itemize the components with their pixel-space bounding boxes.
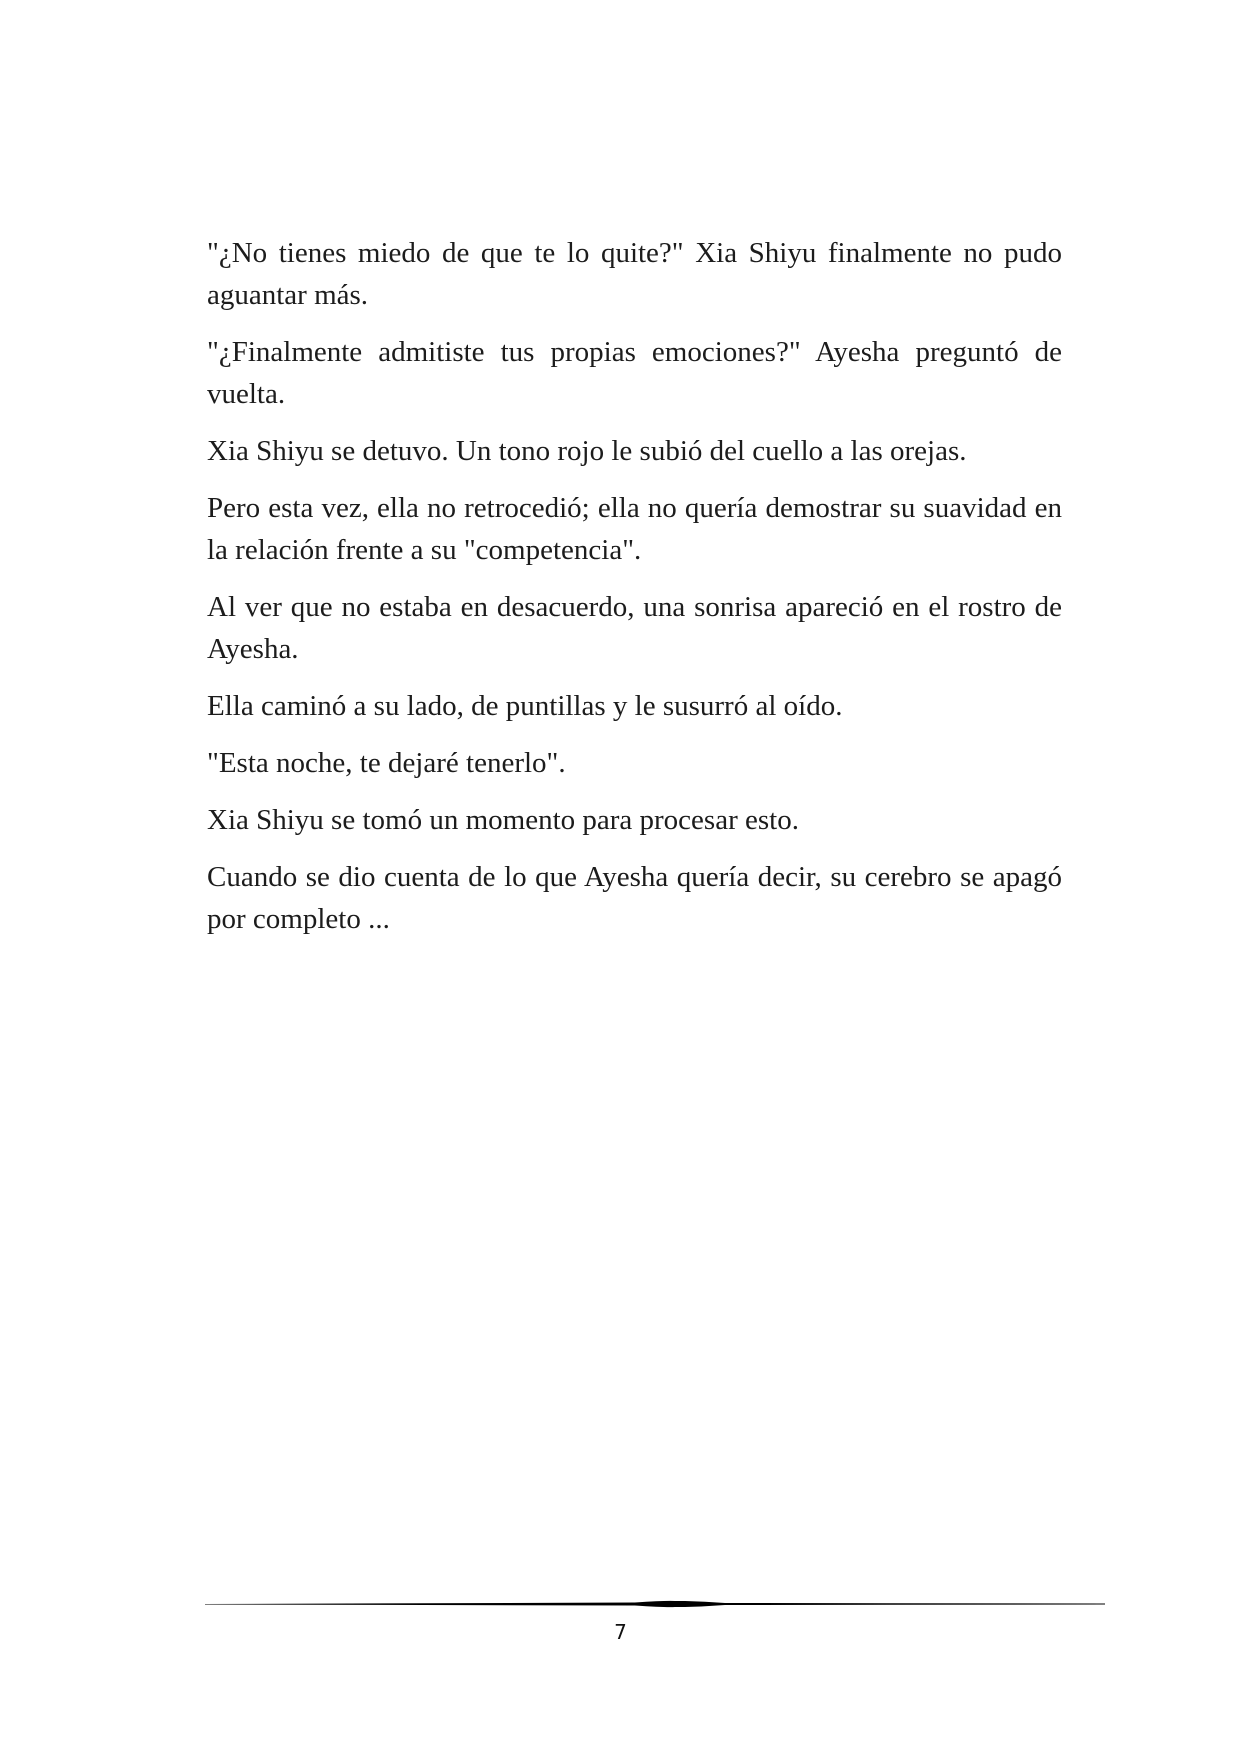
body-text (207, 232, 1062, 955)
paragraph-1: "¿No tienes miedo de que te lo quite?" Xia Shiyu finalmente no pudo aguantar más. (207, 237, 1062, 311)
paragraph-7: "Esta noche, te dejaré tenerlo". (207, 747, 566, 779)
footer-divider (205, 1598, 1105, 1610)
paragraph-4: Pero esta vez, ella no retrocedió; ella no quería demostrar su suavidad en la relación frente a su "competencia". (207, 492, 1062, 566)
page-number: 7 (614, 1620, 627, 1644)
paragraph-5: Al ver que no estaba en desacuerdo, una sonrisa apareció en el rostro de Ayesha. (207, 591, 1062, 665)
paragraph-3: Xia Shiyu se detuvo. Un tono rojo le subió del cuello a las orejas. (207, 435, 967, 467)
paragraph-2: "¿Finalmente admitiste tus propias emociones?" Ayesha preguntó de vuelta. (207, 336, 1062, 410)
paragraph-9: Cuando se dio cuenta de lo que Ayesha quería decir, su cerebro se apagó por completo ... (207, 861, 1062, 935)
paragraph-8: Xia Shiyu se tomó un momento para procesar esto. (207, 804, 799, 836)
paragraph-6: Ella caminó a su lado, de puntillas y le susurró al oído. (207, 690, 843, 722)
